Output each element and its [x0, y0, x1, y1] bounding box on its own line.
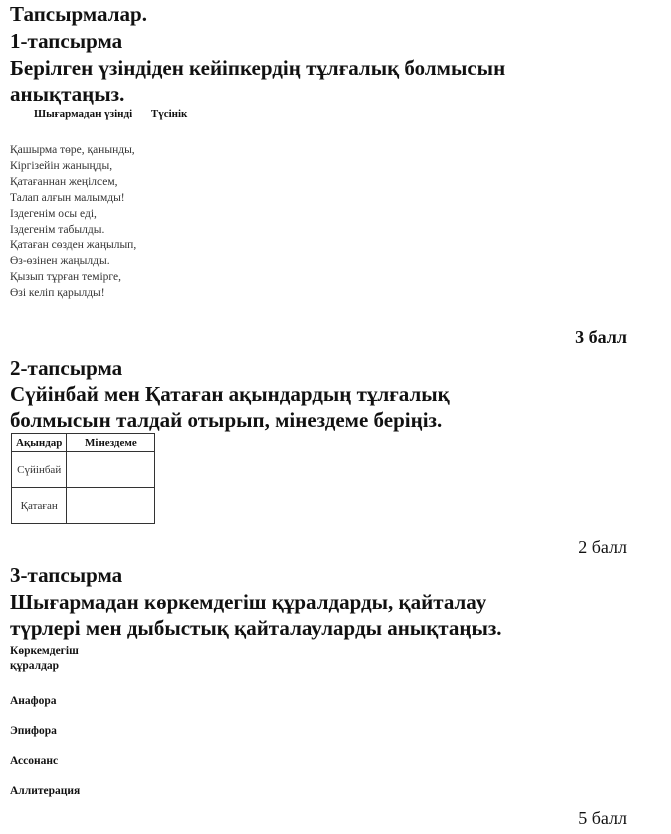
table-header-characteristic: Мінездеме	[67, 434, 155, 452]
task1-text-line1: Берілген үзіндіден кейіпкердің тұлғалық болмысын	[10, 56, 506, 80]
task1-text	[10, 55, 505, 107]
task2-score: 2 балл	[578, 537, 627, 557]
poem-line: Қашырма төре, қанынды,	[10, 144, 135, 156]
poem-line: Өзі келіп қарылды!	[10, 287, 105, 300]
poem-line: Кіргізейін жаныңды,	[10, 159, 113, 172]
task3-title: 3-тапсырма	[10, 563, 123, 587]
table-row	[12, 452, 155, 488]
devices-label-line1: Көркемдегіш	[10, 645, 79, 657]
task2-text-line1: Сүйінбай мен Қатаған ақындардың тұлғалық	[10, 382, 450, 406]
characteristics-table	[11, 433, 155, 524]
page-heading: Тапсырмалар.	[10, 2, 147, 26]
poem-line: Қатағаннан жеңілсем,	[10, 175, 118, 188]
task3-score: 5 балл	[578, 808, 627, 828]
task2-title: 2-тапсырма	[10, 356, 123, 380]
task1-title: 1-тапсырма	[10, 29, 123, 53]
column-excerpt-header: Шығармадан үзінді	[34, 108, 133, 120]
table-cell-characteristic[interactable]	[67, 488, 155, 524]
task2-text-line2: болмысын талдай отырып, мінездеме беріңіз.	[10, 408, 443, 432]
table-header-poets: Ақындар	[12, 434, 67, 452]
poem-line: Қатаған сөзден жаңылып,	[10, 239, 137, 252]
poem-excerpt	[10, 143, 136, 302]
poem-line: Өз-өзінен жаңылды.	[10, 255, 110, 268]
task3-text-line2: түрлері мен дыбыстық қайталауларды анықтаңыз.	[10, 616, 502, 640]
poem-line: Іздегенім осы еді,	[10, 207, 97, 220]
table-cell-poet: Сүйінбай	[12, 452, 67, 488]
task1-text-line2: анықтаңыз.	[10, 82, 125, 106]
task3-text	[10, 589, 502, 641]
table-cell-characteristic[interactable]	[67, 452, 155, 488]
poem-line: Іздегенім табылды.	[10, 223, 105, 236]
task1-score: 3 балл	[575, 327, 627, 347]
devices-label	[10, 644, 79, 674]
table-header-row	[12, 434, 155, 452]
table-row	[12, 488, 155, 524]
device-item-assonance: Ассонанс	[10, 755, 59, 767]
poem-line: Қызып тұрған темірге,	[10, 271, 121, 284]
device-item-anaphora: Анафора	[10, 695, 57, 707]
task1-column-headers	[34, 108, 187, 120]
task2-text	[10, 381, 450, 433]
poem-line: Талап алғын малымды!	[10, 191, 125, 204]
device-item-epiphora: Эпифора	[10, 725, 57, 737]
column-meaning-header: Түсінік	[150, 108, 188, 120]
devices-label-line2: құралдар	[10, 660, 60, 672]
table-cell-poet: Қатаған	[12, 488, 67, 524]
device-item-alliteration: Аллитерация	[10, 785, 81, 797]
task3-text-line1: Шығармадан көркемдегіш құралдарды, қайталау	[10, 590, 487, 614]
